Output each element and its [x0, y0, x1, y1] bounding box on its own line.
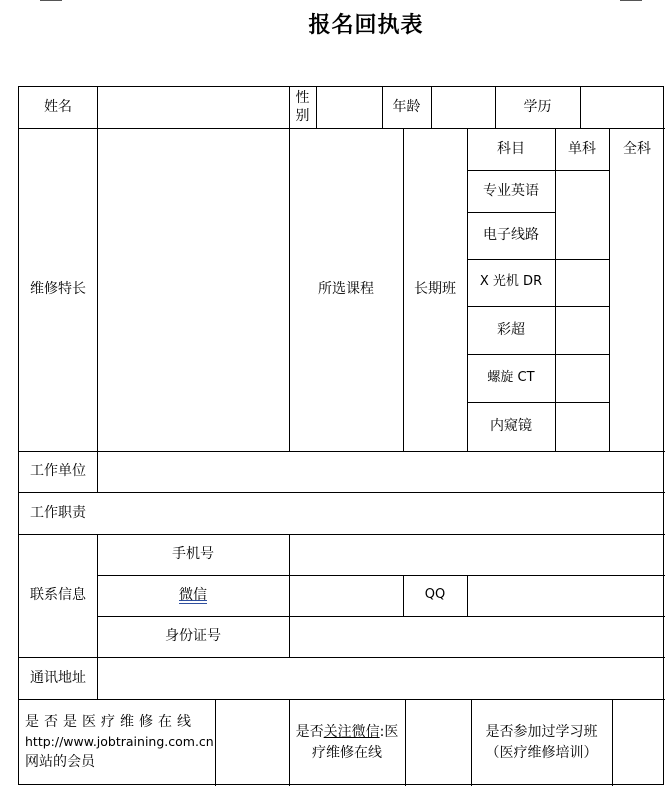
mobile-label: 手机号	[172, 546, 214, 563]
follow-wechat-line	[296, 722, 399, 742]
address-field[interactable]	[98, 657, 665, 699]
name-label: 姓名	[44, 99, 72, 116]
gender-label-part: 别	[295, 107, 310, 124]
gender-label-part: 性	[295, 90, 310, 106]
age-label: 年龄	[392, 99, 421, 116]
work-unit-label: 工作单位	[30, 463, 86, 480]
follow-wechat-line: 疗维修在线	[312, 744, 382, 761]
corner-mark-left	[40, 0, 62, 1]
qq-field[interactable]	[468, 575, 665, 616]
subject-item: 电子线路	[483, 227, 539, 244]
follow-answer-field[interactable]	[406, 699, 471, 786]
registration-form-table	[18, 86, 664, 785]
page-title: 报名回执表	[308, 13, 424, 38]
subject-header: 科目	[497, 140, 525, 157]
education-field[interactable]	[581, 87, 665, 128]
class-question-line: （医疗维修培训）	[485, 744, 598, 761]
gender-label	[289, 87, 316, 128]
column-divider	[609, 128, 610, 451]
single-header: 单科	[568, 140, 596, 157]
long-term-label: 长期班	[414, 281, 456, 298]
member-question-url: http://www.jobtraining.com.cn	[25, 734, 214, 750]
id-number-field[interactable]	[290, 616, 665, 657]
follow-wechat-text: 是否	[295, 724, 324, 741]
class-answer-field[interactable]	[613, 699, 665, 786]
gender-field[interactable]	[317, 87, 382, 128]
education-label: 学历	[523, 99, 552, 116]
subject-item: X 光机 DR	[479, 274, 543, 290]
skills-label: 维修特长	[30, 281, 86, 298]
wechat-field[interactable]	[290, 575, 403, 616]
follow-wechat-text: :医	[379, 724, 399, 741]
age-field[interactable]	[432, 87, 495, 128]
skills-field[interactable]	[98, 128, 289, 451]
follow-wechat-link[interactable]: 关注微信	[323, 724, 380, 741]
wechat-label: 微信	[179, 587, 207, 604]
column-divider	[555, 128, 556, 451]
name-field[interactable]	[98, 87, 289, 128]
row-divider	[19, 492, 665, 493]
member-question-line: 网站的会员	[25, 753, 95, 770]
subject-item: 螺旋 CT	[487, 369, 535, 385]
id-number-label: 身份证号	[165, 628, 221, 645]
subject-item: 内窥镜	[490, 418, 532, 435]
work-unit-field[interactable]	[98, 451, 665, 492]
work-duty-label: 工作职责	[30, 504, 86, 521]
class-question	[471, 699, 612, 786]
qq-label: QQ	[424, 587, 446, 603]
full-header: 全科	[623, 140, 651, 157]
member-question-line: 是否是医疗维修在线	[25, 714, 196, 731]
class-question-line: 是否参加过学习班	[485, 724, 598, 741]
member-answer-field[interactable]	[216, 699, 289, 786]
follow-wechat-question	[289, 699, 405, 786]
corner-mark-right	[620, 0, 642, 1]
address-label: 通讯地址	[30, 669, 86, 686]
member-question	[19, 699, 215, 786]
mobile-field[interactable]	[290, 534, 665, 575]
contact-label: 联系信息	[30, 587, 86, 604]
subject-item: 彩超	[497, 321, 525, 338]
course-label: 所选课程	[318, 281, 374, 298]
subject-item: 专业英语	[483, 182, 539, 199]
